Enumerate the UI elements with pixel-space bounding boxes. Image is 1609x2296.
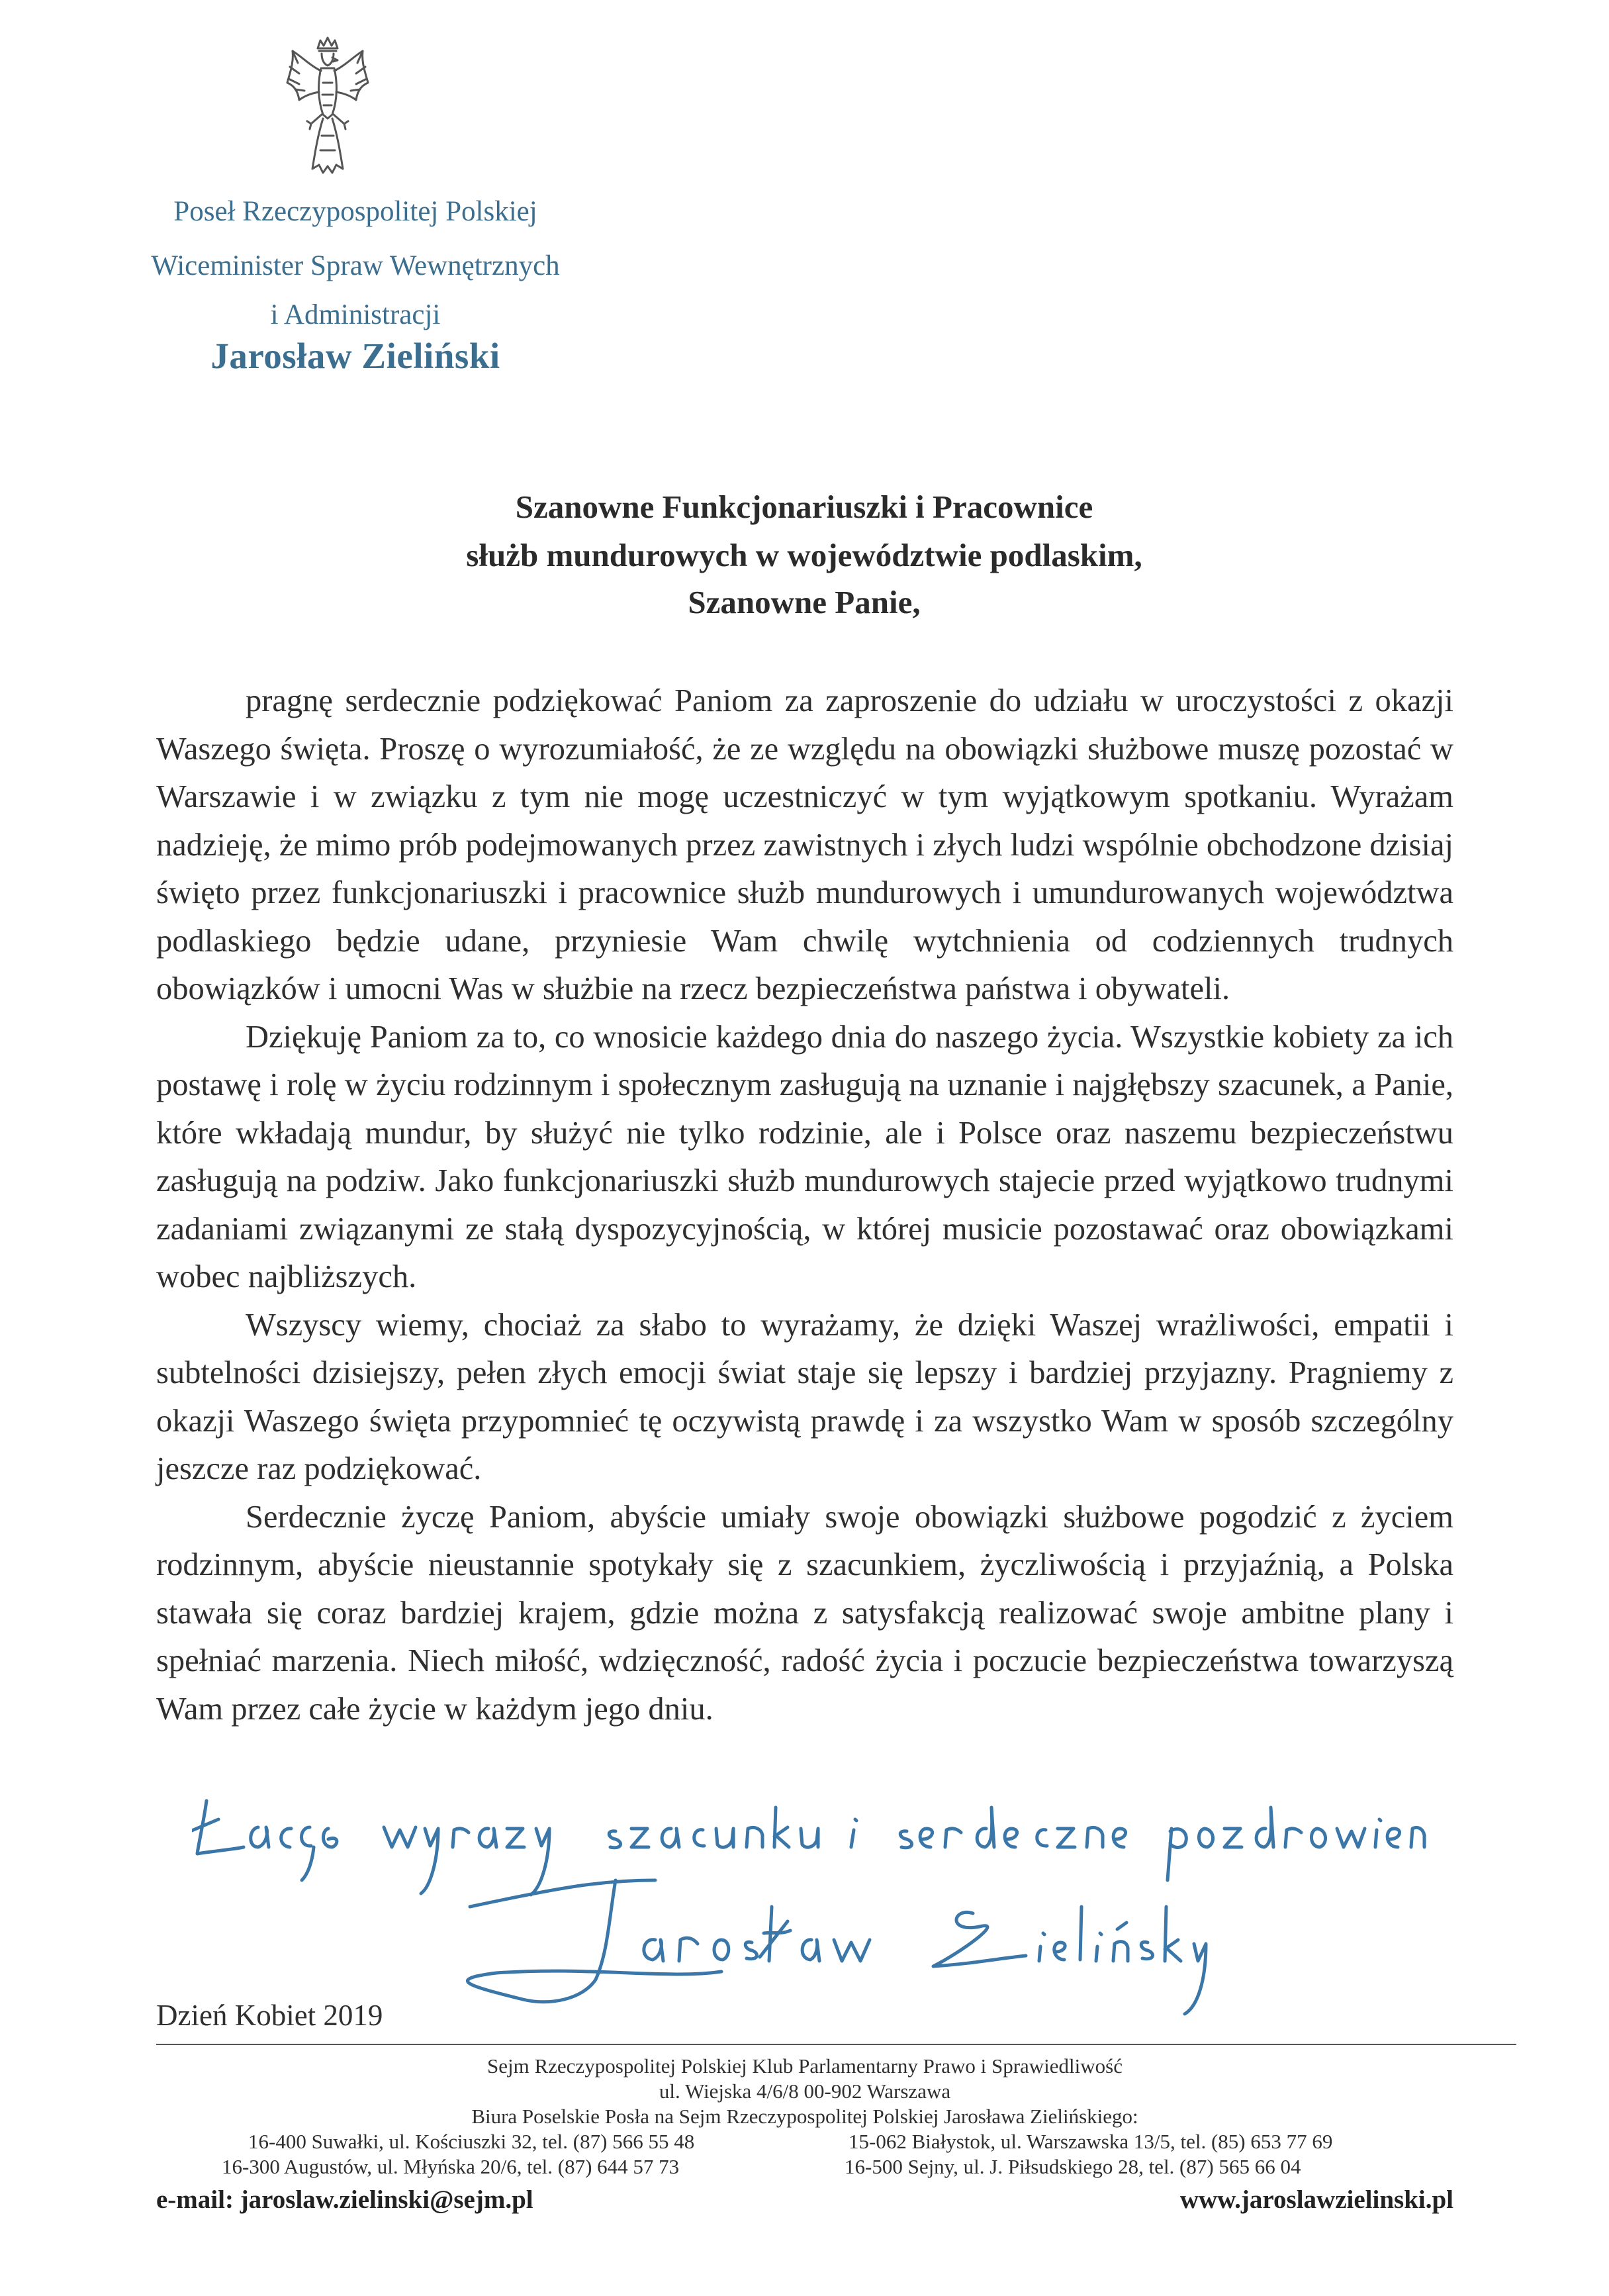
- footer-divider: [156, 2044, 1516, 2045]
- letterhead-title: Poseł Rzeczypospolitej Polskiej: [173, 196, 537, 227]
- salutation-line: Szanowne Panie,: [688, 584, 921, 620]
- office-address-sejny: 16-500 Sejny, ul. J. Piłsudskiego 28, tel. (87) 565 66 04: [845, 2155, 1301, 2178]
- body-paragraph: Wszyscy wiemy, chociaż za słabo to wyrażamy, że dzięki Waszej wrażliwości, empatii i subtelności dzisiejszy, pełen złych emocji świat staje się lepszy i bardziej przyjazny. Pragniemy z okazji Waszego święta przypomnieć tę oczywistą prawdę i za wszystko Wam w sposób szczególny jeszcze raz podziękować.: [156, 1307, 1453, 1486]
- body-paragraph: pragnę serdecznie podziękować Paniom za zaproszenie do udziału w uroczystości z okazji Waszego święta. Proszę o wyrozumiałość, że ze względu na obowiązki służbowe muszę pozostać w Warszawie i w związku z tym nie mogę uczestniczyć w tym wyjątkowym spotkaniu. Wyrażam nadzieję, że mimo prób podejmowanych przez zawistnych i złych ludzi wspólnie obchodzone dzisiaj święto przez funkcjonariuszki i pracownice służb mundurowych i umundurowanych województwa podlaskiego będzie udane, przyniesie Wam chwilę wytchnienia od codziennych trudnych obowiązków i umocni Was w służbie na rzecz bezpieczeństwa państwa i obywateli.: [156, 683, 1453, 1006]
- office-address-augustow: 16-300 Augustów, ul. Młyńska 20/6, tel. (87) 644 57 73: [222, 2155, 680, 2178]
- footer-address: ul. Wiejska 4/6/8 00-902 Warszawa: [659, 2080, 951, 2103]
- salutation-line: Szanowne Funkcjonariuszki i Pracownice: [515, 489, 1093, 525]
- footer-offices-heading: Biura Poselskie Posła na Sejm Rzeczypospolitej Polskiej Jarosława Zielińskiego:: [471, 2105, 1138, 2128]
- body-paragraph: Serdecznie życzę Paniom, abyście umiały swoje obowiązki służbowe pogodzić z życiem rodzinnym, abyście nieustannie spotykały się z szacunkiem, życzliwością i przyjaźnią, a Polska stawała się coraz bardziej krajem, gdzie można z satysfakcją realizować swoje ambitne plany i spełniać marzenia. Niech miłość, wdzięczność, radość życia i poczucie bezpieczeństwa towarzyszą Wam przez całe życie w każdym jego dniu.: [156, 1499, 1453, 1727]
- letter-body: [156, 677, 1453, 1733]
- letter-date: Dzień Kobiet 2019: [156, 1999, 383, 2032]
- salutation-line: służb mundurowych w województwie podlaskim,: [466, 537, 1142, 573]
- email-link[interactable]: e-mail: jaroslaw.zielinski@sejm.pl: [156, 2185, 533, 2214]
- office-address-suwalki: 16-400 Suwałki, ul. Kościuszki 32, tel. (87) 566 55 48: [248, 2130, 695, 2153]
- polish-eagle-icon: [285, 36, 371, 179]
- letterhead-name: Jarosław Zieliński: [210, 336, 500, 376]
- website-link[interactable]: www.jaroslawzielinski.pl: [1179, 2185, 1453, 2214]
- office-address-bialystok: 15-062 Białystok, ul. Warszawska 13/5, tel. (85) 653 77 69: [849, 2130, 1333, 2153]
- letterhead-position: Wiceminister Spraw Wewnętrznych: [151, 250, 560, 281]
- footer-institution: Sejm Rzeczypospolitej Polskiej Klub Parlamentarny Prawo i Sprawiedliwość: [487, 2054, 1123, 2078]
- body-paragraph: Dziękuję Paniom za to, co wnosicie każdego dnia do naszego życia. Wszystkie kobiety za ich postawę i rolę w życiu rodzinnym i społecznym zasługują na uznanie i najgłębszy szacunek, a Panie, które wkładają mundur, by służyć nie tylko rodzinie, ale i Polsce oraz naszemu bezpieczeństwu zasługują na podziw. Jako funkcjonariuszki służb mundurowych stajecie przed wyjątkowo trudnymi zadaniami związanymi ze stałą dyspozycyjnością, w której musicie pozostawać oraz obowiązkami wobec najbliższych.: [156, 1019, 1453, 1294]
- letterhead-position-cont: i Administracji: [270, 299, 441, 330]
